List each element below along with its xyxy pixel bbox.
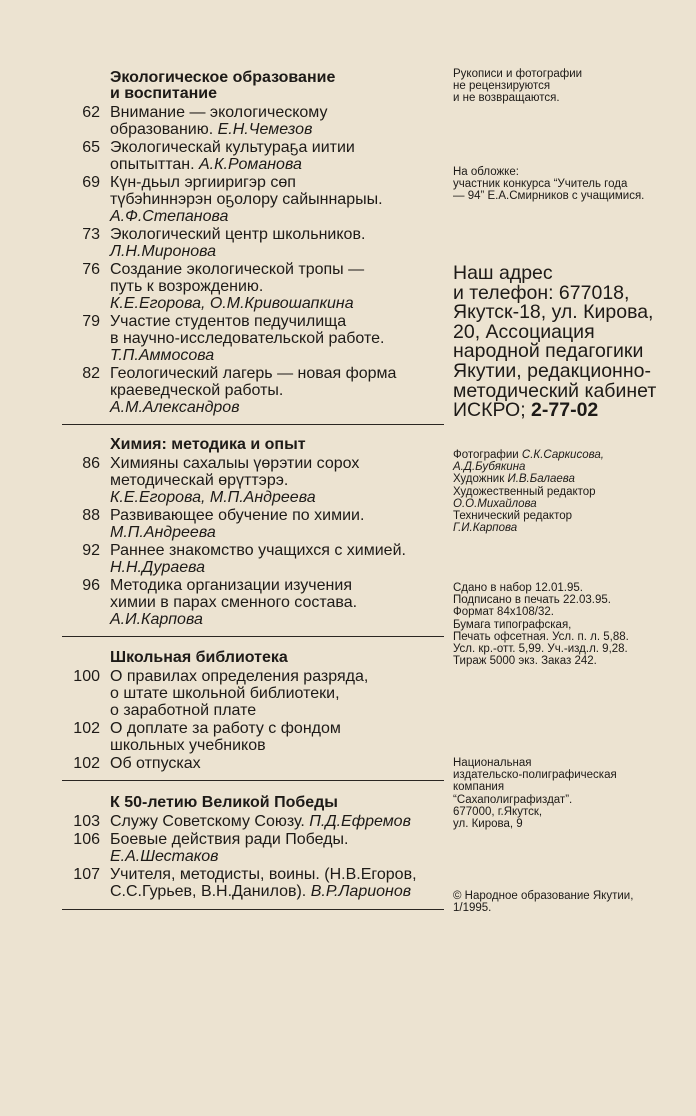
text-line: участник конкурса “Учитель года: [453, 178, 628, 191]
entry-text: [110, 577, 444, 628]
toc-section: [62, 650, 444, 773]
entry-text: [110, 365, 444, 416]
entry-line: [110, 226, 444, 243]
title-text: Боевые действия ради Победы.: [110, 831, 349, 848]
cover-note: [453, 166, 693, 203]
author-name: А.М.Александров: [110, 399, 240, 416]
toc-section: [62, 70, 444, 417]
author-name: П.Д.Ефремов: [309, 813, 411, 830]
title-text: О правилах определения разряда,: [110, 668, 369, 685]
author-name: Т.П.Аммосова: [110, 347, 215, 364]
entry-line: [110, 524, 444, 541]
entry-line: [110, 813, 444, 830]
text-line: Рукописи и фотографии: [453, 68, 583, 80]
entry-text: [110, 313, 444, 364]
toc-entry: [62, 261, 444, 312]
author-name: А.И.Карпова: [110, 611, 203, 628]
entry-line: [110, 191, 444, 208]
credit-line: [453, 498, 693, 510]
entry-line: [110, 594, 444, 611]
section-heading-line: Химия: методика и опыт: [110, 436, 306, 453]
entry-text: [110, 104, 444, 138]
page-number: 86: [82, 455, 100, 472]
section-heading: [62, 70, 444, 102]
author-name: К.Е.Егорова, М.П.Андреева: [110, 489, 316, 506]
title-text: о штате школьной библиотеки,: [110, 685, 340, 702]
toc-entry: [62, 104, 444, 138]
text-line: Формат 84x108/32.: [453, 606, 554, 619]
entry-text: [110, 174, 444, 225]
author-name: Н.Н.Дураева: [110, 559, 206, 576]
title-text: Служу Советскому Союзу.: [110, 813, 310, 830]
credits: [453, 449, 693, 534]
page-number: 79: [82, 313, 100, 330]
author-name: А.Ф.Степанова: [110, 208, 229, 225]
entry-text: [110, 720, 444, 754]
entry-line: [110, 365, 444, 382]
entry-line: [110, 611, 444, 628]
toc-entry: [62, 577, 444, 628]
role-text: Технический редактор: [453, 510, 572, 523]
entry-line: [110, 295, 444, 312]
toc-entry: [62, 139, 444, 173]
text-line: Якутии, редакционно-: [453, 359, 651, 382]
author-name: Е.А.Шестаков: [110, 848, 219, 865]
entry-line: [110, 330, 444, 347]
credit-line: [453, 449, 693, 461]
entry-text: [110, 866, 444, 900]
section-heading: [62, 650, 444, 666]
text-line: Печать офсетная. Усл. п. л. 5,88.: [453, 630, 629, 643]
entry-line: [110, 755, 444, 772]
entry-text: [110, 139, 444, 173]
text-line: Усл. кр.-отт. 5,99. Уч.-изд.л. 9,28.: [453, 643, 628, 656]
entry-line: [110, 104, 444, 121]
text-line: На обложке:: [453, 166, 519, 178]
text-line: не рецензируются: [453, 80, 551, 93]
page-number: 65: [82, 139, 100, 156]
credit-line: [453, 510, 693, 522]
toc-entry: [62, 866, 444, 900]
toc-entry: [62, 668, 444, 719]
author-name: Е.Н.Чемезов: [217, 121, 313, 138]
text-line: Сдано в набор 12.01.95.: [453, 582, 583, 594]
role-text: Фотографии: [453, 449, 522, 461]
entry-line: [110, 399, 444, 416]
section-heading-line: К 50-летию Великой Победы: [110, 794, 338, 811]
entry-line: [110, 472, 444, 489]
title-text: Развивающее обучение по химии.: [110, 507, 365, 524]
entry-line: [110, 382, 444, 399]
title-text: Экологический центр школьников.: [110, 226, 366, 243]
entry-line: [110, 577, 444, 594]
section-divider: [62, 424, 444, 425]
text-line: — 94” Е.А.Смирников с учащимися.: [453, 190, 645, 203]
text-line: Бумага типографская,: [453, 618, 572, 631]
title-text: С.С.Гурьев, В.Н.Данилов).: [110, 883, 311, 900]
entry-line: [110, 278, 444, 295]
section-heading: [62, 437, 444, 453]
entry-line: [110, 347, 444, 364]
title-text: краеведческой работы.: [110, 382, 284, 399]
text-line: ул. Кирова, 9: [453, 818, 523, 831]
toc-entry: [62, 720, 444, 754]
title-text: Участие студентов педучилища: [110, 313, 347, 330]
print-details: [453, 582, 693, 667]
toc-entry: [62, 542, 444, 576]
page-number: 107: [73, 866, 100, 883]
title-text: о заработной плате: [110, 702, 257, 719]
toc-entry: [62, 507, 444, 541]
entry-line: [110, 883, 444, 900]
page-number: 103: [73, 813, 100, 830]
text-line: 20, Ассоциация: [453, 320, 595, 343]
title-text: методическай өрүттэрэ.: [110, 472, 289, 489]
title-text: Химияны сахалыы үөрэтии сорох: [110, 455, 360, 472]
text-line: методический кабинет: [453, 379, 657, 402]
entry-text: [110, 755, 444, 772]
page-number: 69: [82, 174, 100, 191]
author-name: А.К.Романова: [199, 156, 302, 173]
title-text: түбэһиннэрэн оҕолору сайыннарыы.: [110, 191, 383, 208]
entry-line: [110, 668, 444, 685]
entry-line: [110, 831, 444, 848]
title-text: Создание экологической тропы —: [110, 261, 365, 278]
title-text: путь к возрождению.: [110, 278, 264, 295]
title-text: Экологическай культураҕа иитии: [110, 139, 355, 156]
entry-text: [110, 831, 444, 865]
toc-entry: [62, 313, 444, 364]
toc-entry: [62, 831, 444, 865]
page-number: 102: [73, 755, 100, 772]
title-text: опытыттан.: [110, 156, 199, 173]
entry-line: [110, 121, 444, 138]
entry-line: [110, 866, 444, 883]
entry-line: [110, 174, 444, 191]
title-text: Учителя, методисты, воины. (Н.В.Егоров,: [110, 866, 417, 883]
page-number: 96: [82, 577, 100, 594]
entry-text: [110, 226, 444, 260]
toc-entry: [62, 755, 444, 772]
text-line: и не возвращаются.: [453, 92, 560, 105]
text-line: 1/1995.: [453, 902, 492, 915]
text-line: народной педагогики: [453, 340, 644, 363]
title-text: химии в парах сменного состава.: [110, 594, 358, 611]
entry-line: [110, 156, 444, 173]
entry-line: [110, 720, 444, 737]
toc-entry: [62, 455, 444, 506]
title-text: образованию.: [110, 121, 218, 138]
text-line: Наш адрес: [453, 262, 553, 284]
section-heading: [62, 795, 444, 811]
author-name: Л.Н.Миронова: [110, 243, 217, 260]
person-name: А.Д.Бубякина: [453, 461, 526, 474]
toc-entry: [62, 174, 444, 225]
person-name: И.В.Балаева: [507, 473, 575, 486]
title-text: Об отпусках: [110, 755, 201, 772]
entry-line: [110, 848, 444, 865]
text-line: Тираж 5000 экз. Заказ 242.: [453, 655, 597, 668]
entry-line: [110, 489, 444, 506]
entry-line: [110, 685, 444, 702]
text-line: компания: [453, 781, 505, 794]
entry-line: [110, 702, 444, 719]
entry-text: [110, 507, 444, 541]
person-name: О.О.Михайлова: [453, 497, 537, 510]
role-text: Художественный редактор: [453, 485, 596, 498]
author-name: М.П.Андреева: [110, 524, 216, 541]
entry-line: [110, 507, 444, 524]
section-divider: [62, 909, 444, 910]
credit-line: [453, 486, 693, 498]
title-text: школьных учебников: [110, 737, 266, 754]
entry-text: [110, 261, 444, 312]
manuscripts-notice: [453, 68, 693, 105]
entry-line: [110, 455, 444, 472]
entry-line: [110, 542, 444, 559]
title-text: Күн-дьыл эргииригэр сөп: [110, 174, 296, 191]
editorial-address: [453, 264, 693, 421]
entry-line: [110, 559, 444, 576]
page-number: 92: [82, 542, 100, 559]
credit-line: [453, 522, 693, 534]
toc-section: [62, 437, 444, 629]
person-name: Г.И.Карпова: [453, 522, 518, 535]
text-line: © Народное образование Якутии,: [453, 890, 634, 902]
entry-text: [110, 455, 444, 506]
page-number: 82: [82, 365, 100, 382]
entry-text: [110, 813, 444, 830]
author-name: В.Р.Ларионов: [310, 883, 412, 900]
entry-line: [110, 313, 444, 330]
title-text: в научно-исследовательской работе.: [110, 330, 385, 347]
title-text: Раннее знакомство учащихся с химией.: [110, 542, 406, 559]
section-heading-line: и воспитание: [110, 85, 217, 102]
text-line: издательско-полиграфическая: [453, 769, 617, 782]
credit-line: [453, 461, 693, 473]
copyright: [453, 890, 693, 914]
text-line: 677000, г.Якутск,: [453, 805, 543, 818]
page-number: 102: [73, 720, 100, 737]
section-divider: [62, 780, 444, 781]
person-name: С.К.Саркисова,: [521, 449, 604, 461]
entry-line: [110, 243, 444, 260]
page-number: 100: [73, 668, 100, 685]
role-text: Художник: [453, 473, 508, 486]
page-number: 73: [82, 226, 100, 243]
author-name: К.Е.Егорова, О.М.Кривошапкина: [110, 295, 354, 312]
toc-entry: [62, 365, 444, 416]
entry-text: [110, 542, 444, 576]
text-line: ИСКРО;: [453, 399, 532, 422]
entry-line: [110, 208, 444, 225]
toc-section: [62, 795, 444, 901]
toc-entry: [62, 813, 444, 830]
text-line: Национальная: [453, 757, 532, 769]
publisher-info: [453, 757, 693, 830]
entry-text: [110, 668, 444, 719]
text-line: “Сахаполиграфиздат”.: [453, 793, 573, 806]
title-text: Методика организации изучения: [110, 577, 352, 594]
title-text: О доплате за работу с фондом: [110, 720, 341, 737]
entry-line: [110, 261, 444, 278]
phone-number: 2-77-02: [531, 399, 599, 422]
toc-entry: [62, 226, 444, 260]
title-text: Геологический лагерь — новая форма: [110, 365, 397, 382]
page-number: 62: [82, 104, 100, 121]
entry-line: [110, 139, 444, 156]
text-line: и телефон: 677018,: [453, 281, 630, 304]
section-heading-line: Экологическое образование: [110, 69, 336, 86]
page-number: 88: [82, 507, 100, 524]
credit-line: [453, 473, 693, 485]
page-number: 106: [73, 831, 100, 848]
text-line: Подписано в печать 22.03.95.: [453, 594, 611, 607]
entry-line: [110, 737, 444, 754]
section-divider: [62, 636, 444, 637]
text-line: Якутск-18, ул. Кирова,: [453, 301, 654, 324]
section-heading-line: Школьная библиотека: [110, 649, 288, 666]
page-number: 76: [82, 261, 100, 278]
title-text: Внимание — экологическому: [110, 104, 328, 121]
